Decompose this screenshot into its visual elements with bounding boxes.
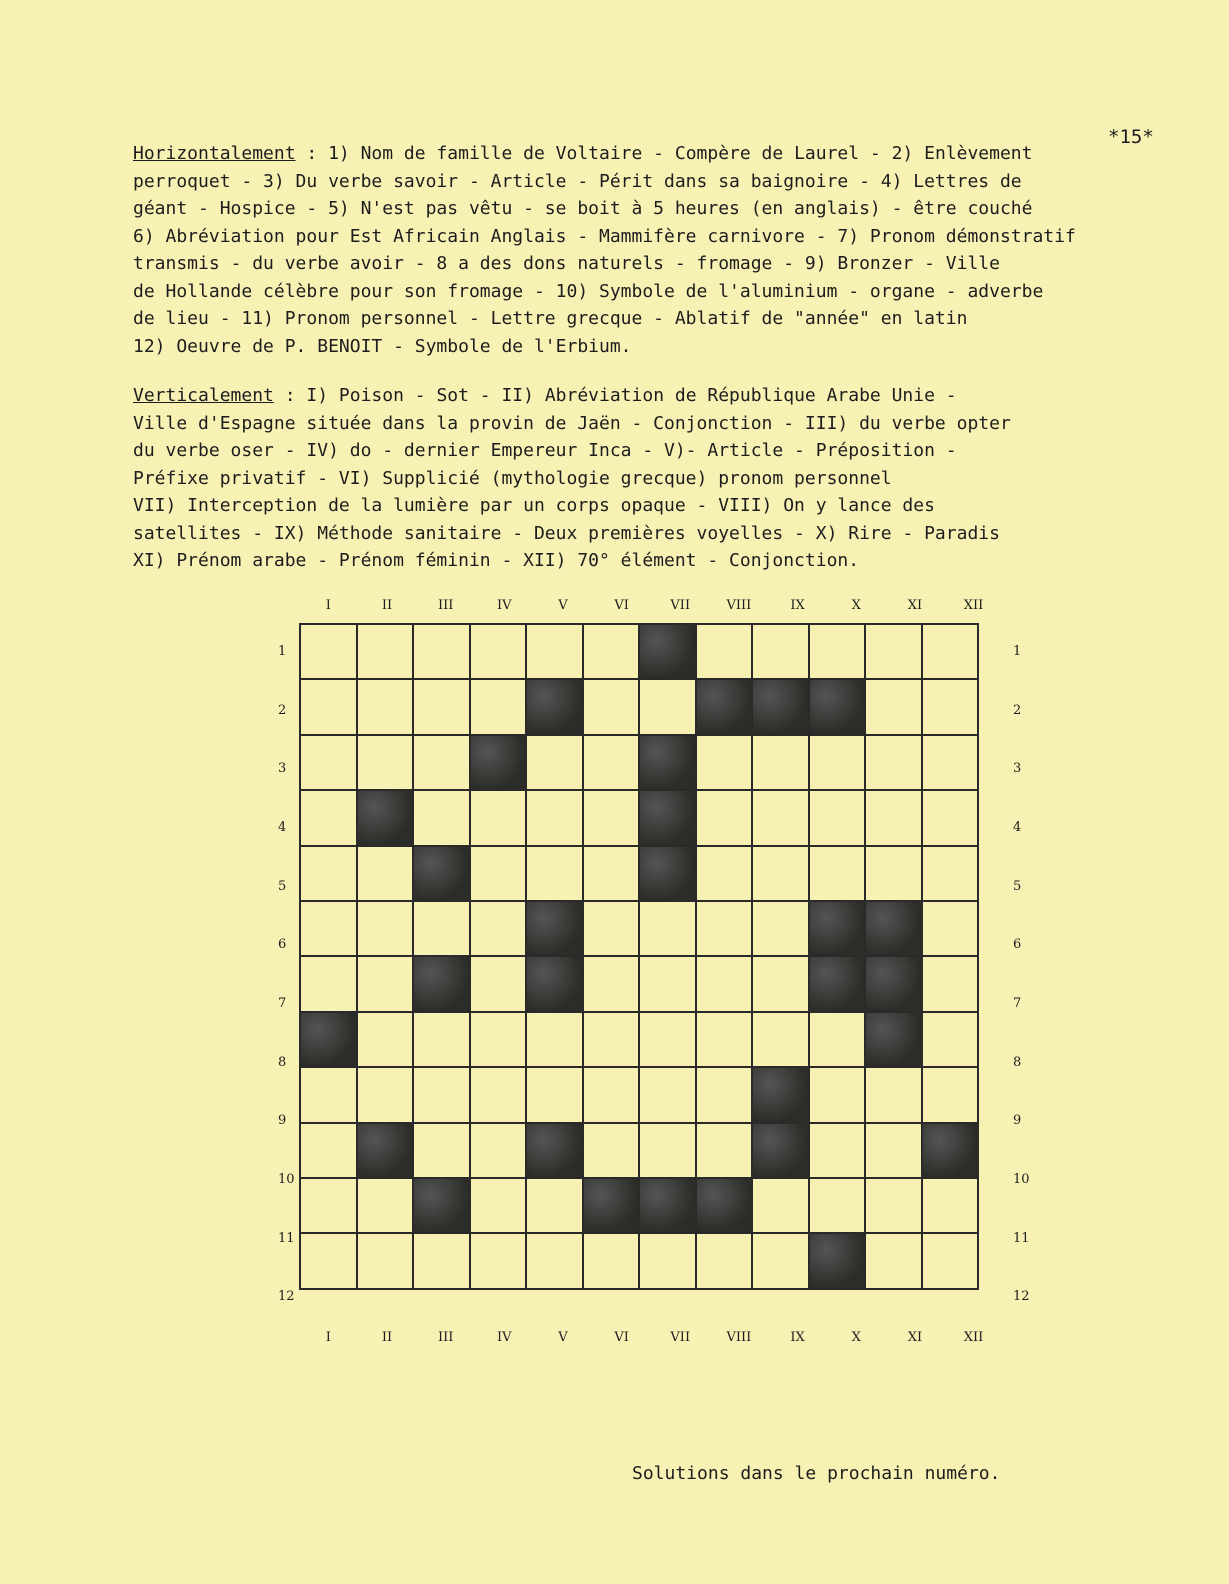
grid-cell[interactable] [413,679,470,734]
grid-cell[interactable] [300,1178,357,1233]
black-square [809,901,866,956]
column-label: IX [790,1330,805,1345]
black-square [922,1123,979,1178]
column-label: VIII [726,598,752,613]
grid-cell[interactable] [752,735,809,790]
grid-cell[interactable] [696,1012,753,1067]
row-label: 10 [278,1171,295,1187]
grid-cell[interactable] [413,790,470,845]
row-label: 11 [1013,1230,1030,1246]
grid-cell[interactable] [696,790,753,845]
column-label: VII [670,1330,691,1345]
black-square [865,1012,922,1067]
grid-cell[interactable] [696,846,753,901]
grid-cell[interactable] [922,1067,979,1122]
black-square [865,956,922,1011]
grid-cell[interactable] [357,735,414,790]
heading-separator: : [295,143,329,164]
grid-row [300,1012,978,1067]
grid-cell[interactable] [865,735,922,790]
grid-cell[interactable] [470,1178,527,1233]
grid-cell[interactable] [300,1233,357,1288]
grid-cell[interactable] [300,901,357,956]
black-square [809,1233,866,1288]
grid-cell[interactable] [752,1012,809,1067]
grid-cell[interactable] [583,1012,640,1067]
grid-cell[interactable] [752,956,809,1011]
grid-cell[interactable] [583,735,640,790]
horizontal-clue-line: de lieu - 11) Pronom personnel - Lettre grecque - Ablatif de "année" en latin [133,308,968,329]
column-label: XI [907,1330,923,1345]
row-label: 3 [278,761,287,777]
grid-cell[interactable] [752,790,809,845]
vertical-clue-line: Préfixe privatif - VI) Supplicié (mythologie grecque) pronom personnel [133,467,892,489]
grid-cell[interactable] [526,846,583,901]
grid-cell[interactable] [922,735,979,790]
column-label: IV [497,598,512,613]
grid-cell[interactable] [470,1012,527,1067]
grid-cell[interactable] [583,679,640,734]
black-square [526,901,583,956]
grid-cell[interactable] [300,790,357,845]
black-square [752,1067,809,1122]
grid-cell[interactable] [809,1178,866,1233]
row-label: 1 [1013,644,1022,659]
black-square [639,790,696,845]
grid-cell[interactable] [865,790,922,845]
grid-table [299,623,979,1290]
grid-cell[interactable] [357,1178,414,1233]
grid-cell[interactable] [300,624,357,679]
heading-separator: : [273,385,307,406]
grid-cell[interactable] [696,1123,753,1178]
grid-cell[interactable] [583,956,640,1011]
horizontal-heading: Horizontalement [133,143,296,164]
grid-cell[interactable] [357,1067,414,1122]
grid-cell[interactable] [526,1233,583,1288]
column-label: V [558,1330,568,1345]
horizontal-clue-line: géant - Hospice - 5) N'est pas vêtu - se boit à 5 heures (en anglais) - être couché [133,198,1033,219]
grid-cell[interactable] [922,1233,979,1288]
grid-cell[interactable] [413,1012,470,1067]
vertical-clues [133,382,1143,575]
grid-cell[interactable] [413,1233,470,1288]
row-labels-right [1013,623,1030,1327]
row-label: 12 [278,1289,295,1305]
grid-cell[interactable] [809,790,866,845]
grid-row [300,1067,978,1122]
grid-cell[interactable] [470,1067,527,1122]
grid-cell[interactable] [809,1123,866,1178]
grid-cell[interactable] [413,901,470,956]
grid-cell[interactable] [470,1233,527,1288]
grid-cell[interactable] [922,846,979,901]
column-label: II [381,1330,393,1345]
grid-cell[interactable] [357,846,414,901]
black-square [413,846,470,901]
row-label: 12 [1013,1289,1030,1305]
column-labels-bottom [299,1330,1003,1345]
vertical-clue-line: Ville d'Espagne située dans la provin de Jaën - Conjonction - III) du verbe opter [133,412,1011,434]
clues-section [133,140,1143,597]
grid-cell[interactable] [639,679,696,734]
black-square [809,956,866,1011]
grid-cell[interactable] [809,1012,866,1067]
black-square [639,624,696,679]
black-square [526,956,583,1011]
solutions-note: Solutions dans le prochain numéro. [632,1463,1001,1484]
column-label: X [851,598,861,613]
black-square [639,846,696,901]
black-square [526,1123,583,1178]
vertical-lines [133,385,1143,575]
grid-cell[interactable] [526,735,583,790]
grid-cell[interactable] [300,846,357,901]
row-label: 6 [278,937,287,953]
row-label: 2 [1013,702,1022,718]
black-square [865,901,922,956]
row-label: 3 [1013,761,1022,777]
grid-cell[interactable] [752,1178,809,1233]
grid-cell[interactable] [300,1123,357,1178]
grid-row [300,901,978,956]
row-label: 9 [278,1113,287,1129]
black-square [357,1123,414,1178]
column-label: I [325,598,331,613]
black-square [752,679,809,734]
grid-cell[interactable] [583,790,640,845]
grid-cell[interactable] [357,624,414,679]
grid-cell[interactable] [639,956,696,1011]
vertical-clue-line: VII) Interception de la lumière par un corps opaque - VIII) On y lance des [133,495,935,516]
grid-cell[interactable] [809,624,866,679]
grid-cell[interactable] [470,790,527,845]
grid-cell[interactable] [413,624,470,679]
grid-cell[interactable] [922,624,979,679]
grid-cell[interactable] [300,956,357,1011]
grid-cell[interactable] [865,624,922,679]
grid-row [300,679,978,734]
grid-cell[interactable] [639,1067,696,1122]
grid-cell[interactable] [357,1233,414,1288]
grid-cell[interactable] [696,624,753,679]
column-label: III [437,598,454,613]
row-label: 2 [278,702,287,718]
black-square [583,1178,640,1233]
column-label: IV [497,1330,512,1345]
grid-cell[interactable] [639,1123,696,1178]
grid-cell[interactable] [809,735,866,790]
grid-cell[interactable] [696,901,753,956]
black-square [470,735,527,790]
grid-cell[interactable] [526,1178,583,1233]
column-label: I [325,1330,331,1345]
grid-cell[interactable] [413,735,470,790]
grid-row [300,1233,978,1288]
column-label: II [381,598,393,613]
grid-cell[interactable] [300,679,357,734]
column-label: X [851,1330,861,1345]
grid-row [300,846,978,901]
grid-cell[interactable] [696,1067,753,1122]
black-square [809,679,866,734]
grid-cell[interactable] [922,1012,979,1067]
grid-cell[interactable] [865,846,922,901]
horizontal-clue-line: 1) Nom de famille de Voltaire - Compère de Laurel - 2) Enlèvement [328,143,1033,164]
row-label: 5 [1013,878,1022,894]
vertical-heading: Verticalement [133,385,274,406]
horizontal-clue-line: de Hollande célèbre pour son fromage - 10) Symbole de l'aluminium - organe - adverbe [133,280,1044,302]
column-label: VII [670,598,691,613]
black-square [413,1178,470,1233]
grid-cell[interactable] [752,846,809,901]
grid-cell[interactable] [583,901,640,956]
column-label: V [558,598,568,613]
vertical-clue-line: satellites - IX) Méthode sanitaire - Deux premières voyelles - X) Rire - Paradis [133,522,1000,544]
grid-cell[interactable] [696,735,753,790]
black-square [413,956,470,1011]
grid-cell[interactable] [865,1178,922,1233]
grid-cell[interactable] [470,956,527,1011]
grid-cell[interactable] [413,1123,470,1178]
black-square [526,679,583,734]
grid-cell[interactable] [526,790,583,845]
grid-cell[interactable] [583,846,640,901]
row-label: 4 [1013,819,1022,835]
grid-cell[interactable] [357,1012,414,1067]
grid-cell[interactable] [865,1067,922,1122]
grid-row [300,956,978,1011]
row-label: 10 [1013,1171,1030,1187]
grid-cell[interactable] [470,1123,527,1178]
black-square [639,1178,696,1233]
column-label: VI [614,1330,629,1345]
grid-cell[interactable] [526,1012,583,1067]
grid-cell[interactable] [300,1067,357,1122]
black-square [696,679,753,734]
grid-cell[interactable] [865,1233,922,1288]
column-label: VIII [726,1330,752,1345]
grid-cell[interactable] [752,1233,809,1288]
row-label: 4 [278,819,287,835]
black-square [752,1123,809,1178]
grid-cell[interactable] [639,1012,696,1067]
grid-cell[interactable] [696,956,753,1011]
grid-cell[interactable] [752,901,809,956]
row-label: 11 [278,1230,295,1246]
horizontal-clue-line: transmis - du verbe avoir - 8 a des dons naturels - fromage - 9) Bronzer - Ville [133,253,1000,274]
column-labels-top [299,598,1003,613]
grid-cell[interactable] [922,956,979,1011]
grid-cell[interactable] [922,901,979,956]
black-square [696,1178,753,1233]
grid-cell[interactable] [696,1233,753,1288]
grid-row [300,735,978,790]
grid-cell[interactable] [357,956,414,1011]
crossword-grid [299,623,979,1290]
grid-cell[interactable] [526,1067,583,1122]
grid-cell[interactable] [639,1233,696,1288]
row-label: 8 [278,1054,287,1070]
grid-cell[interactable] [809,1067,866,1122]
grid-cell[interactable] [752,624,809,679]
vertical-clue-line: XI) Prénom arabe - Prénom féminin - XII) 70° élément - Conjonction. [133,550,860,571]
horizontal-clues [133,140,1143,360]
horizontal-lines [133,143,1143,360]
grid-row [300,1178,978,1233]
black-square [300,1012,357,1067]
horizontal-clue-line: perroquet - 3) Du verbe savoir - Article - Périt dans sa baignoire - 4) Lettres de [133,170,1022,192]
column-label: XII [963,598,984,613]
grid-cell[interactable] [300,735,357,790]
row-label: 7 [278,995,287,1011]
row-label: 9 [1013,1113,1022,1129]
grid-cell[interactable] [865,1123,922,1178]
grid-cell[interactable] [809,846,866,901]
grid-cell[interactable] [583,624,640,679]
column-label: XI [907,598,923,613]
grid-cell[interactable] [470,846,527,901]
grid-cell[interactable] [583,1233,640,1288]
row-labels-left [278,623,295,1327]
grid-cell[interactable] [526,624,583,679]
grid-cell[interactable] [470,624,527,679]
row-label: 8 [1013,1054,1022,1070]
grid-cell[interactable] [413,1067,470,1122]
grid-row [300,790,978,845]
grid-cell[interactable] [922,1178,979,1233]
row-label: 6 [1013,937,1022,953]
vertical-clue-line: I) Poison - Sot - II) Abréviation de République Arabe Unie - [306,385,957,406]
grid-row [300,624,978,679]
column-label: XII [963,1330,984,1345]
grid-cell[interactable] [357,901,414,956]
column-label: III [437,1330,454,1345]
horizontal-clue-line: 6) Abréviation pour Est Africain Anglais - Mammifère carnivore - 7) Pronom démonstratif [133,225,1076,247]
horizontal-clue-line: 12) Oeuvre de P. BENOIT - Symbole de l'Erbium. [133,335,632,357]
black-square [639,735,696,790]
page-number: *15* [1108,126,1154,148]
grid-cell[interactable] [470,679,527,734]
grid-cell[interactable] [470,901,527,956]
grid-cell[interactable] [583,1123,640,1178]
grid-cell[interactable] [357,679,414,734]
row-label: 5 [278,878,287,894]
column-label: IX [790,598,805,613]
row-label: 1 [278,644,287,659]
grid-cell[interactable] [583,1067,640,1122]
grid-row [300,1123,978,1178]
vertical-clue-line: du verbe oser - IV) do - dernier Empereur Inca - V)- Article - Préposition - [133,440,957,461]
row-label: 7 [1013,995,1022,1011]
black-square [357,790,414,845]
grid-cell[interactable] [865,679,922,734]
column-label: VI [614,598,629,613]
grid-cell[interactable] [922,679,979,734]
grid-cell[interactable] [639,901,696,956]
grid-cell[interactable] [922,790,979,845]
